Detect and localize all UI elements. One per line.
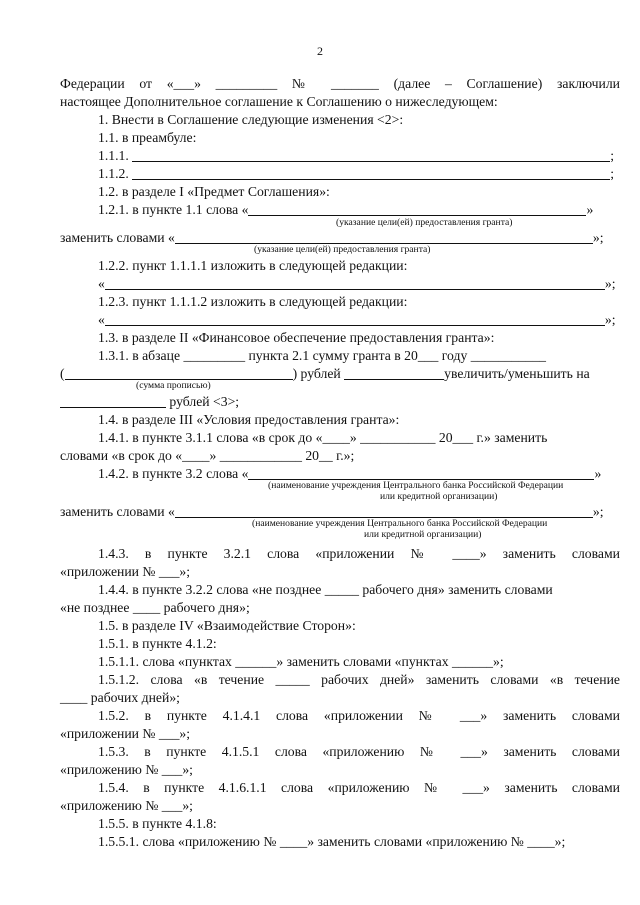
- text-fragment: »;: [604, 312, 616, 327]
- blank-line: [344, 367, 444, 380]
- field-caption: или кредитной организации): [380, 491, 498, 502]
- blank-line: [105, 277, 605, 290]
- field-caption: или кредитной организации): [364, 529, 482, 540]
- blank-line: [132, 167, 610, 180]
- text-line: 1.1. в преамбуле:: [98, 130, 197, 145]
- blank-line: [65, 367, 293, 380]
- text-line: 1.5.1. в пункте 4.1.2:: [98, 636, 217, 651]
- blank-line: [175, 505, 593, 518]
- text-line: 1.5. в разделе IV «Взаимодействие Сторон»:: [98, 618, 356, 633]
- blank-line: [60, 395, 166, 408]
- text-fragment: 1.4.2. в пункте 3.2 слова «: [98, 466, 249, 481]
- text-fragment: 1.1.2.: [98, 166, 129, 181]
- text-fragment: »: [594, 466, 602, 481]
- blank-line: [105, 313, 605, 326]
- text-line: 1.4.4. в пункте 3.2.2 слова «не позднее _____ рабочего дня» заменить словами: [98, 582, 553, 597]
- text-line: словами «в срок до «____» ____________ 20__ г.»;: [60, 448, 355, 463]
- text-fragment: (: [60, 366, 65, 381]
- text-fragment: увеличить/уменьшить на: [444, 366, 590, 381]
- text-fragment: ) рублей: [292, 366, 341, 381]
- text-line: 1.2.2. пункт 1.1.1.1 изложить в следующей редакции:: [98, 258, 408, 273]
- text-line: ____ рабочих дней»;: [60, 690, 180, 705]
- text-line: «приложению № ___»;: [60, 762, 193, 777]
- text-fragment: »: [586, 202, 594, 217]
- text-line: [98, 148, 614, 164]
- text-line: настоящее Дополнительное соглашение к Соглашению о нижеследующем:: [60, 94, 498, 109]
- text-line: «приложении № ___»;: [60, 564, 191, 579]
- field-caption: (указание цели(ей) предоставления гранта): [254, 244, 431, 255]
- text-fragment: заменить словами «: [60, 230, 175, 245]
- text-line: 1.4.3. в пункте 3.2.1 слова «приложении № ____» заменить словами: [98, 546, 620, 561]
- text-line: 1.5.5.1. слова «приложению № ____» заменить словами «приложению № ____»;: [98, 834, 566, 849]
- text-line: 1.5.1.2. слова «в течение _____ рабочих дней» заменить словами «в течение: [98, 672, 620, 687]
- text-fragment: »;: [604, 276, 616, 291]
- text-line: [60, 394, 239, 410]
- text-fragment: »;: [592, 230, 604, 245]
- text-fragment: «: [98, 276, 105, 291]
- text-line: 1.4.1. в пункте 3.1.1 слова «в срок до «____» ___________ 20___ г.» заменить: [98, 430, 548, 445]
- text-fragment: «: [98, 312, 105, 327]
- text-fragment: »;: [592, 504, 604, 519]
- text-fragment: рублей <3>;: [169, 394, 240, 409]
- text-fragment: заменить словами «: [60, 504, 175, 519]
- text-line: 1.5.2. в пункте 4.1.4.1 слова «приложении № ___» заменить словами: [98, 708, 620, 723]
- text-line: 1.5.3. в пункте 4.1.5.1 слова «приложению № ___» заменить словами: [98, 744, 620, 759]
- text-line: 1.3.1. в абзаце _________ пункта 2.1 сумму гранта в 20___ году ___________: [98, 348, 547, 363]
- text-line: 1.2. в разделе I «Предмет Соглашения»:: [98, 184, 330, 199]
- page-number: 2: [317, 44, 323, 58]
- text-line: [98, 312, 616, 328]
- text-line: «приложении № ___»;: [60, 726, 191, 741]
- text-line: [98, 166, 614, 182]
- text-line: 1.5.1.1. слова «пунктах ______» заменить словами «пунктах ______»;: [98, 654, 504, 669]
- blank-line: [132, 149, 610, 162]
- blank-line: [248, 203, 586, 216]
- text-line: 1.5.4. в пункте 4.1.6.1.1 слова «приложению № ___» заменить словами: [98, 780, 620, 795]
- text-line: 1. Внести в Соглашение следующие изменения <2>:: [98, 112, 404, 127]
- field-caption: (сумма прописью): [136, 380, 211, 391]
- field-caption: (указание цели(ей) предоставления гранта): [336, 217, 513, 228]
- text-fragment: ;: [610, 148, 615, 163]
- text-line: «не позднее ____ рабочего дня»;: [60, 600, 250, 615]
- blank-line: [175, 231, 593, 244]
- text-fragment: 1.2.1. в пункте 1.1 слова «: [98, 202, 249, 217]
- blank-line: [248, 467, 594, 480]
- text-line: 1.4. в разделе III «Условия предоставления гранта»:: [98, 412, 400, 427]
- text-fragment: 1.1.1.: [98, 148, 129, 163]
- text-fragment: ;: [610, 166, 615, 181]
- text-line: 1.2.3. пункт 1.1.1.2 изложить в следующей редакции:: [98, 294, 408, 309]
- text-line: [98, 276, 616, 292]
- text-line: [98, 202, 593, 218]
- text-line: Федерации от «___» _________ № _______ (далее – Соглашение) заключили: [60, 76, 620, 91]
- text-line: 1.3. в разделе II «Финансовое обеспечение предоставления гранта»:: [98, 330, 495, 345]
- text-line: «приложению № ___»;: [60, 798, 193, 813]
- text-line: 1.5.5. в пункте 4.1.8:: [98, 816, 217, 831]
- field-caption: (наименование учреждения Центрального банка Российской Федерации: [268, 480, 564, 491]
- field-caption: (наименование учреждения Центрального банка Российской Федерации: [252, 518, 548, 529]
